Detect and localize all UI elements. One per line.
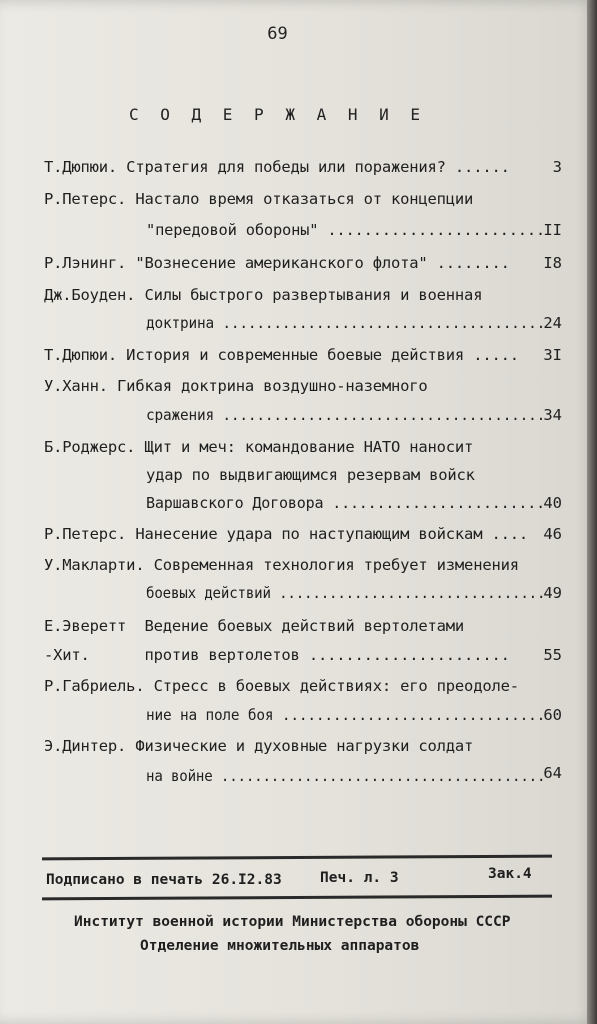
toc-entry-7-page: 40 — [543, 494, 562, 512]
toc-entry-4-line-2: доктрина ...................................... — [146, 314, 546, 332]
toc-entry-7-line-2: удар по выдвигающимся резервам войск — [146, 466, 475, 484]
toc-entry-4-page: 24 — [543, 314, 562, 332]
toc-entry-9-line-2: боевых действий ................................ — [146, 584, 546, 602]
toc-entry-11-page: 60 — [543, 706, 562, 724]
toc-entry-12-page: 64 — [543, 764, 562, 782]
toc-entry-7-line-3: Варшавского Договора ........................ — [146, 494, 546, 512]
toc-entry-2-line-1: Р.Петерс. Настало время отказаться от концепции — [44, 190, 474, 208]
imprint-sheets: Печ. л. 3 — [320, 870, 399, 886]
toc-entry-5-line-1: Т.Дюпюи. История и современные боевые действия ..... — [44, 346, 519, 364]
toc-entry-8-page: 46 — [543, 525, 562, 543]
toc-entry-10-line-2: -Хит. против вертолетов ...................... — [44, 646, 510, 664]
toc-entry-5-page: 3I — [543, 346, 562, 364]
imprint-institute: Институт военной истории Министерства обороны СССР — [74, 914, 511, 930]
toc-entry-12-line-1: Э.Динтер. Физические и духовные нагрузки солдат — [44, 737, 474, 755]
imprint-signed: Подписано в печать 26.I2.83 — [46, 872, 282, 888]
toc-entry-7-line-1: Б.Роджерс. Щит и меч: командование НАТО наносит — [44, 438, 474, 456]
contents-heading: С О Д Е Р Ж А Н И Е — [128, 105, 427, 124]
toc-entry-6-line-2: сражения ...................................... — [146, 406, 546, 424]
toc-entry-8-line-1: Р.Петерс. Нанесение удара по наступающим войскам .... — [44, 525, 528, 543]
imprint-bottom-rule — [42, 895, 552, 901]
toc-entry-10-page: 55 — [543, 646, 562, 664]
toc-entry-11-line-1: Р.Габриель. Стресс в боевых действиях: его преодоле- — [44, 677, 519, 695]
toc-entry-2-page: II — [543, 221, 562, 239]
imprint-department: Отделение множительных аппаратов — [140, 938, 420, 954]
toc-entry-4-line-1: Дж.Боуден. Силы быстрого развертывания и военная — [44, 286, 483, 304]
toc-entry-6-page: 34 — [543, 406, 562, 424]
imprint-order: Зак.4 — [488, 866, 532, 882]
page-number: 69 — [267, 24, 288, 44]
toc-entry-6-line-1: У.Ханн. Гибкая доктрина воздушно-наземного — [44, 377, 428, 395]
toc-entry-9-line-1: У.Макларти. Современная технология требует изменения — [44, 556, 519, 574]
toc-entry-2-line-2: "передовой обороны" ........................ — [146, 221, 545, 239]
toc-entry-11-line-2: ние на поле боя ............................... — [146, 706, 546, 724]
toc-entry-3-line-1: Р.Лэнинг. "Вознесение американского флота" ........ — [44, 254, 510, 272]
toc-entry-1-page: 3 — [552, 158, 562, 176]
toc-entry-3-page: I8 — [543, 254, 562, 272]
page-edge-shadow — [587, 0, 597, 1024]
toc-entry-10-line-1: Е.Эверетт Ведение боевых действий вертолетами — [44, 617, 465, 635]
toc-entry-12-line-2: на войне ....................................... — [146, 767, 546, 785]
toc-entry-9-page: 49 — [543, 584, 562, 602]
toc-entry-1-line-1: Т.Дюпюи. Стратегия для победы или поражения? ...... — [44, 158, 510, 176]
imprint-top-rule — [42, 855, 552, 861]
